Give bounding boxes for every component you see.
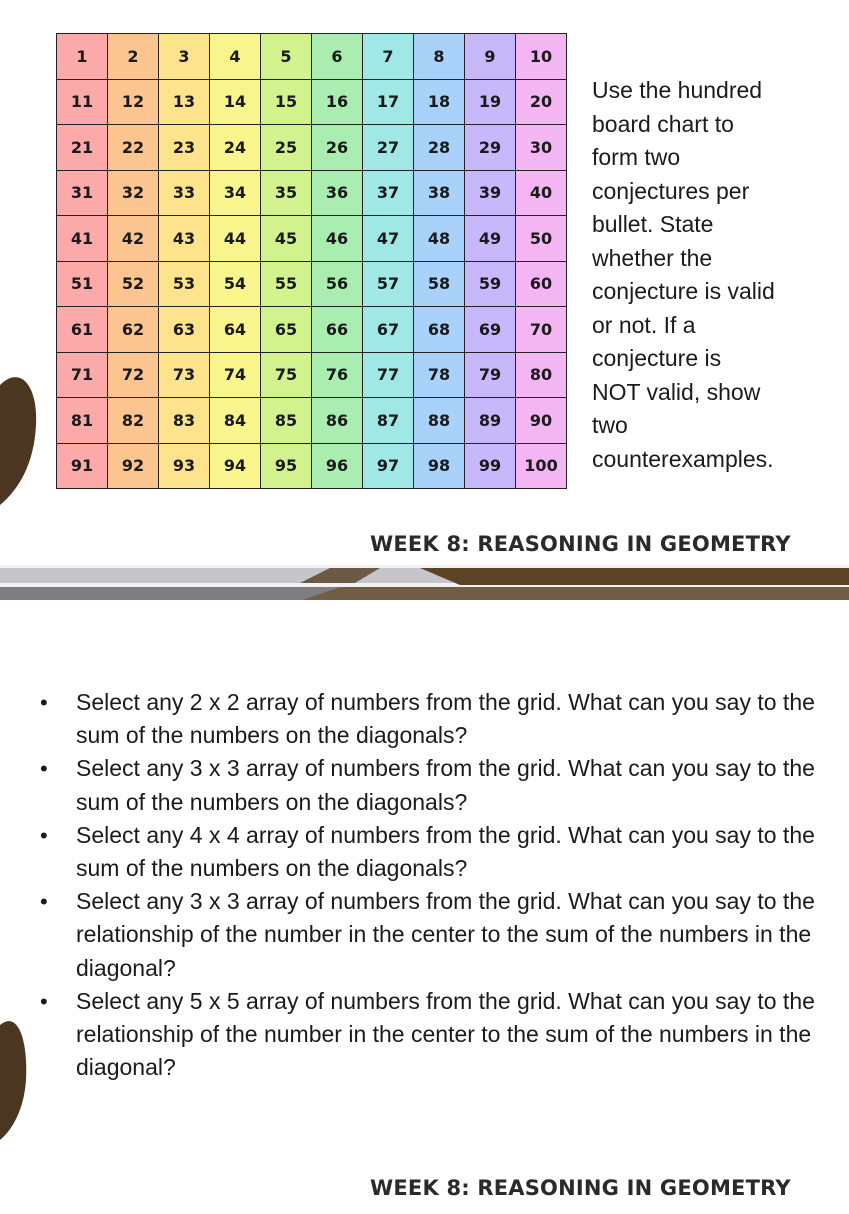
question-item: • Select any 2 x 2 array of numbers from the grid. What can you say to the sum of the numbers on the diagonals?	[40, 686, 840, 752]
top-slide	[0, 0, 849, 565]
board-cell: 35	[261, 171, 312, 217]
board-cell: 4	[210, 34, 261, 80]
board-cell: 3	[159, 34, 210, 80]
board-cell: 84	[210, 398, 261, 444]
board-cell: 74	[210, 353, 261, 399]
board-cell: 41	[57, 216, 108, 262]
board-cell: 36	[312, 171, 363, 217]
board-cell: 29	[465, 125, 516, 171]
board-cell: 97	[363, 444, 414, 490]
board-cell: 28	[414, 125, 465, 171]
instruction-line: two	[592, 412, 628, 438]
instruction-line: form two	[592, 144, 681, 170]
board-cell: 39	[465, 171, 516, 217]
instruction-line: NOT valid, show	[592, 378, 761, 405]
board-cell: 90	[516, 398, 567, 444]
board-cell: 92	[108, 444, 159, 490]
board-cell: 26	[312, 125, 363, 171]
week-title: WEEK 8: REASONING IN GEOMETRY	[370, 532, 791, 556]
instruction-line: or not. If a	[592, 311, 696, 338]
board-cell: 1	[57, 34, 108, 80]
board-cell: 49	[465, 216, 516, 262]
board-cell: 53	[159, 262, 210, 308]
board-cell: 40	[516, 171, 567, 217]
board-cell: 86	[312, 398, 363, 444]
question-item: • Select any 3 x 3 array of numbers from the grid. What can you say to the sum of the numbers on the diagonals?	[40, 752, 840, 818]
board-cell: 47	[363, 216, 414, 262]
board-cell: 62	[108, 307, 159, 353]
board-cell: 17	[363, 80, 414, 126]
board-cell: 50	[516, 216, 567, 262]
instruction-line: counterexamples.	[592, 445, 774, 472]
board-cell: 46	[312, 216, 363, 262]
board-cell: 51	[57, 262, 108, 308]
question-list	[40, 686, 840, 1084]
board-cell: 83	[159, 398, 210, 444]
question-item: • Select any 3 x 3 array of numbers from the grid. What can you say to the relationship of the number in the center to the sum of the numbers in the diagonal?	[40, 885, 840, 985]
board-cell: 42	[108, 216, 159, 262]
board-cell: 87	[363, 398, 414, 444]
board-cell: 43	[159, 216, 210, 262]
board-cell: 68	[414, 307, 465, 353]
board-cell: 52	[108, 262, 159, 308]
board-cell: 100	[516, 444, 567, 490]
board-cell: 88	[414, 398, 465, 444]
board-cell: 38	[414, 171, 465, 217]
board-cell: 65	[261, 307, 312, 353]
board-cell: 96	[312, 444, 363, 490]
board-cell: 32	[108, 171, 159, 217]
board-cell: 59	[465, 262, 516, 308]
instruction-line: conjecture is	[592, 345, 722, 371]
board-cell: 95	[261, 444, 312, 490]
board-cell: 5	[261, 34, 312, 80]
board-cell: 85	[261, 398, 312, 444]
board-cell: 60	[516, 262, 567, 308]
question-item: • Select any 4 x 4 array of numbers from the grid. What can you say to the sum of the numbers on the diagonals?	[40, 819, 840, 885]
board-cell: 24	[210, 125, 261, 171]
board-cell: 81	[57, 398, 108, 444]
board-cell: 76	[312, 353, 363, 399]
board-cell: 78	[414, 353, 465, 399]
instruction-line: board chart to	[592, 110, 734, 137]
week-title: WEEK 8: REASONING IN GEOMETRY	[370, 1176, 791, 1200]
instruction-line: conjectures per	[592, 177, 750, 204]
board-cell: 31	[57, 171, 108, 217]
board-cell: 75	[261, 353, 312, 399]
board-cell: 58	[414, 262, 465, 308]
board-cell: 13	[159, 80, 210, 126]
board-cell: 93	[159, 444, 210, 490]
board-cell: 12	[108, 80, 159, 126]
board-cell: 19	[465, 80, 516, 126]
board-cell: 66	[312, 307, 363, 353]
board-cell: 6	[312, 34, 363, 80]
board-cell: 9	[465, 34, 516, 80]
board-cell: 25	[261, 125, 312, 171]
board-cell: 21	[57, 125, 108, 171]
slide-divider	[0, 565, 849, 601]
instruction-line: conjecture is valid	[592, 278, 775, 304]
board-cell: 72	[108, 353, 159, 399]
board-cell: 89	[465, 398, 516, 444]
board-cell: 77	[363, 353, 414, 399]
board-cell: 69	[465, 307, 516, 353]
board-cell: 71	[57, 353, 108, 399]
board-cell: 23	[159, 125, 210, 171]
board-cell: 79	[465, 353, 516, 399]
board-cell: 64	[210, 307, 261, 353]
leaf-decoration-left	[0, 365, 40, 505]
leaf-decoration-left	[0, 1010, 30, 1140]
board-cell: 91	[57, 444, 108, 490]
board-cell: 98	[414, 444, 465, 490]
board-cell: 34	[210, 171, 261, 217]
board-cell: 18	[414, 80, 465, 126]
question-item: • Select any 5 x 5 array of numbers from the grid. What can you say to the relationship of the number in the center to the sum of the numbers in the diagonal?	[40, 985, 840, 1085]
board-cell: 27	[363, 125, 414, 171]
bottom-slide	[0, 600, 849, 1214]
board-cell: 33	[159, 171, 210, 217]
instruction-line: bullet. State	[592, 211, 714, 237]
instruction-line: Use the hundred	[592, 77, 763, 103]
board-cell: 44	[210, 216, 261, 262]
board-cell: 63	[159, 307, 210, 353]
board-cell: 55	[261, 262, 312, 308]
board-cell: 54	[210, 262, 261, 308]
board-cell: 7	[363, 34, 414, 80]
board-cell: 14	[210, 80, 261, 126]
board-cell: 61	[57, 307, 108, 353]
board-cell: 45	[261, 216, 312, 262]
board-cell: 30	[516, 125, 567, 171]
instruction-line: whether the	[592, 244, 713, 271]
hundred-board	[56, 33, 567, 489]
board-cell: 82	[108, 398, 159, 444]
board-cell: 67	[363, 307, 414, 353]
board-cell: 56	[312, 262, 363, 308]
board-cell: 70	[516, 307, 567, 353]
board-cell: 20	[516, 80, 567, 126]
instructions-text	[592, 74, 842, 476]
board-cell: 80	[516, 353, 567, 399]
board-cell: 73	[159, 353, 210, 399]
board-cell: 16	[312, 80, 363, 126]
board-cell: 10	[516, 34, 567, 80]
board-cell: 57	[363, 262, 414, 308]
board-cell: 37	[363, 171, 414, 217]
board-cell: 2	[108, 34, 159, 80]
board-cell: 48	[414, 216, 465, 262]
board-cell: 99	[465, 444, 516, 490]
board-cell: 8	[414, 34, 465, 80]
board-cell: 15	[261, 80, 312, 126]
board-cell: 22	[108, 125, 159, 171]
board-cell: 94	[210, 444, 261, 490]
board-cell: 11	[57, 80, 108, 126]
